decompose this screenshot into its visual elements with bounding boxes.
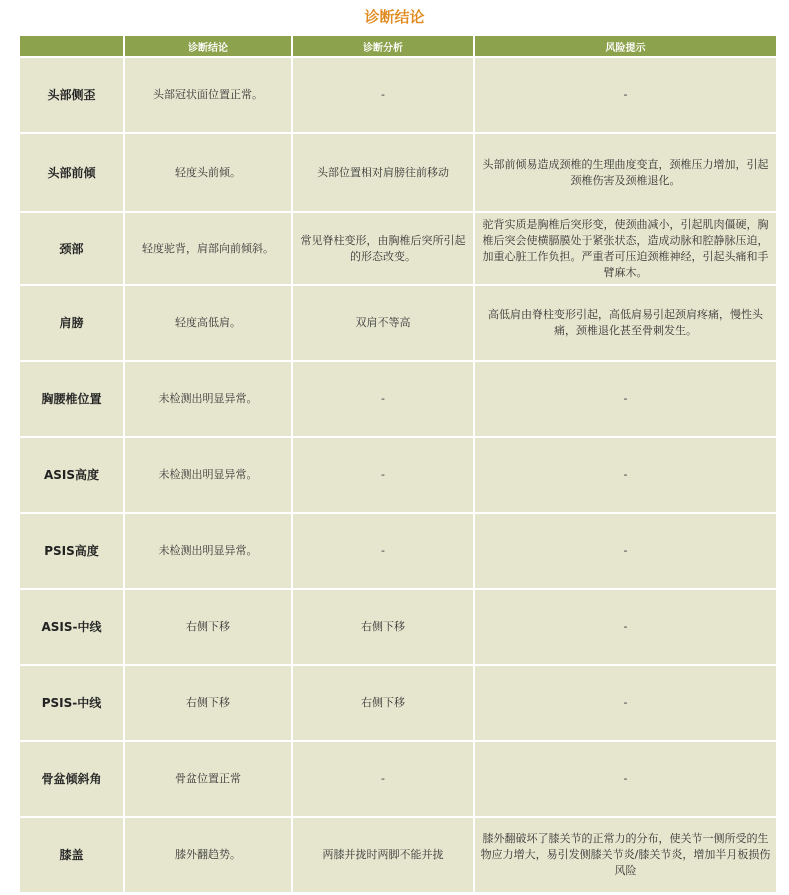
row-risk: - — [474, 513, 777, 589]
row-analysis: - — [292, 57, 474, 133]
table-row — [19, 285, 777, 361]
table-row — [19, 589, 777, 665]
row-item: ASIS高度 — [19, 437, 124, 513]
row-analysis: - — [292, 741, 474, 817]
table-row — [19, 817, 777, 893]
row-conclusion: 轻度头前倾。 — [124, 133, 292, 212]
table-row — [19, 741, 777, 817]
row-analysis: - — [292, 513, 474, 589]
table-header-row — [19, 35, 777, 57]
row-risk: - — [474, 589, 777, 665]
row-risk: - — [474, 361, 777, 437]
table-row — [19, 133, 777, 212]
row-analysis: 双肩不等高 — [292, 285, 474, 361]
table-row — [19, 437, 777, 513]
header-item — [19, 35, 124, 57]
row-conclusion: 骨盆位置正常 — [124, 741, 292, 817]
row-item: ASIS-中线 — [19, 589, 124, 665]
row-item: 颈部 — [19, 212, 124, 285]
table-row — [19, 665, 777, 741]
table-row — [19, 361, 777, 437]
row-analysis: 两膝并拢时两脚不能并拢 — [292, 817, 474, 893]
row-analysis: 头部位置相对肩膀往前移动 — [292, 133, 474, 212]
row-conclusion: 轻度高低肩。 — [124, 285, 292, 361]
header-risk: 风险提示 — [474, 35, 777, 57]
row-risk: - — [474, 437, 777, 513]
row-item: 肩膀 — [19, 285, 124, 361]
row-item: 膝盖 — [19, 817, 124, 893]
row-analysis: 右侧下移 — [292, 589, 474, 665]
row-item: PSIS高度 — [19, 513, 124, 589]
row-analysis: - — [292, 361, 474, 437]
row-analysis: 常见脊柱变形，由胸椎后突所引起的形态改变。 — [292, 212, 474, 285]
row-risk: 头部前倾易造成颈椎的生理曲度变直，颈椎压力增加，引起颈椎伤害及颈椎退化。 — [474, 133, 777, 212]
header-analysis: 诊断分析 — [292, 35, 474, 57]
row-item: 头部前倾 — [19, 133, 124, 212]
page-title: 诊断结论 — [364, 8, 425, 26]
row-risk: - — [474, 57, 777, 133]
diagnosis-table — [18, 34, 778, 894]
row-item: 胸腰椎位置 — [19, 361, 124, 437]
row-conclusion: 轻度驼背，肩部向前倾斜。 — [124, 212, 292, 285]
table-row — [19, 57, 777, 133]
row-conclusion: 右侧下移 — [124, 665, 292, 741]
row-risk: 驼背实质是胸椎后突形变，使颈曲减小，引起肌肉僵硬，胸椎后突会使横膈膜处于紧张状态，造成动脉和腔静脉压迫，加重心脏工作负担。严重者可压迫颈椎神经，引起头痛和手臂麻木。 — [474, 212, 777, 285]
row-item: 头部侧歪 — [19, 57, 124, 133]
row-conclusion: 膝外翻趋势。 — [124, 817, 292, 893]
row-conclusion: 头部冠状面位置正常。 — [124, 57, 292, 133]
row-risk: - — [474, 665, 777, 741]
row-risk: 高低肩由脊柱变形引起，高低肩易引起颈肩疼痛，慢性头痛，颈椎退化甚至骨刺发生。 — [474, 285, 777, 361]
table-row — [19, 212, 777, 285]
row-item: PSIS-中线 — [19, 665, 124, 741]
row-conclusion: 未检测出明显异常。 — [124, 437, 292, 513]
row-risk: 膝外翻破坏了膝关节的正常力的分布，使关节一侧所受的生物应力增大，易引发侧膝关节炎/膝关节炎，增加半月板损伤风险 — [474, 817, 777, 893]
row-conclusion: 未检测出明显异常。 — [124, 361, 292, 437]
row-conclusion: 未检测出明显异常。 — [124, 513, 292, 589]
row-analysis: 右侧下移 — [292, 665, 474, 741]
row-conclusion: 右侧下移 — [124, 589, 292, 665]
row-analysis: - — [292, 437, 474, 513]
row-item: 骨盆倾斜角 — [19, 741, 124, 817]
header-conclusion: 诊断结论 — [124, 35, 292, 57]
row-risk: - — [474, 741, 777, 817]
table-row — [19, 513, 777, 589]
